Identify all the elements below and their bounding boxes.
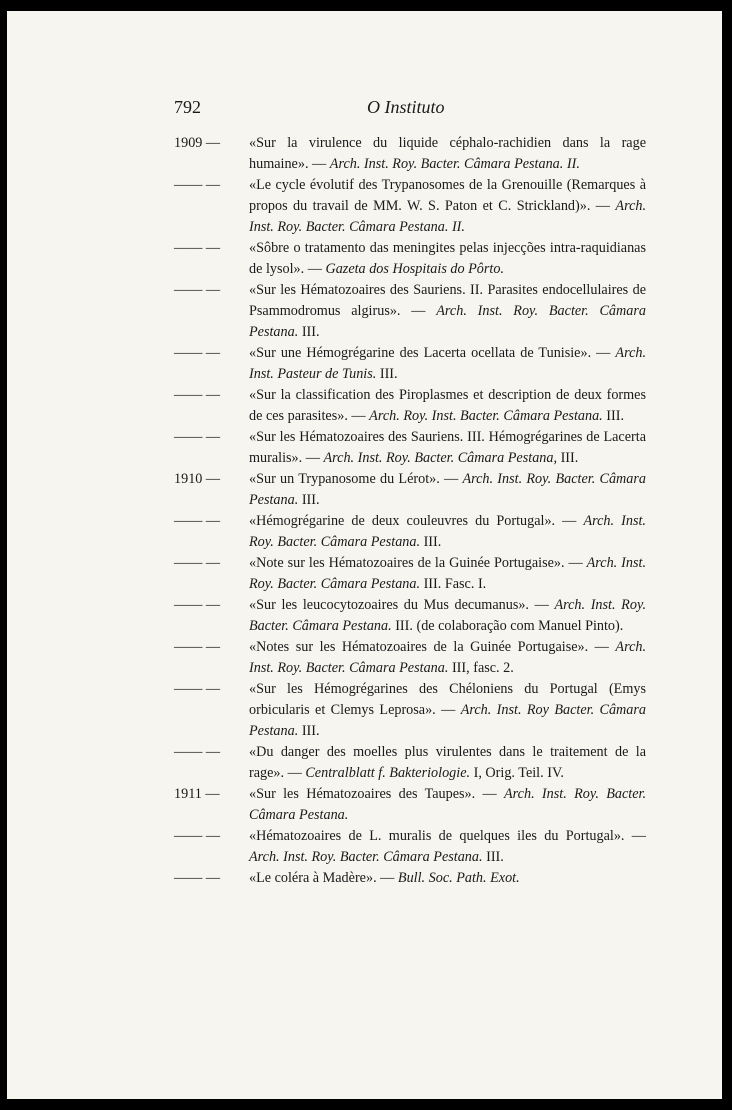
bibliography-entry — [174, 343, 646, 385]
entry-title: «Note sur les Hématozoaires de la Guinée Portugaise». — — [249, 555, 583, 571]
running-title: O Instituto — [367, 97, 445, 117]
entry-extra: III. — [606, 408, 624, 424]
entry-year: —— — — [174, 870, 221, 886]
entry-title: «Notes sur les Hématozoaires de la Guinée Portugaise». — — [249, 639, 609, 655]
entry-year: 1909 — — [174, 135, 221, 151]
entry-extra: III. Fasc. I. — [423, 576, 487, 592]
entry-extra: III. — [301, 492, 320, 508]
entry-source: Arch. Inst. Roy. Bacter. Câmara Pestana. II. — [329, 156, 580, 172]
entry-year: —— — — [174, 429, 221, 445]
entry-source: Arch. Inst. Roy Bacter. Câmara Pestana. — [249, 702, 647, 739]
entry-title: «Du danger des moelles plus virulentes dans le traitement de la rage». — — [249, 744, 646, 781]
entry-extra: I, Orig. Teil. IV. — [473, 765, 564, 781]
entry-source: Arch. Inst. Roy. Bacter. Câmara Pestana. — [249, 303, 646, 340]
entry-title: «Sôbre o tratamento das meningites pelas injecções intra-raquidianas de lysol». — — [249, 240, 646, 277]
entry-extra: III. — [486, 849, 504, 865]
bibliography-entry — [174, 280, 646, 343]
entry-title: «Sur les Hématozoaires des Sauriens. II. Parasites endocellulaires de Psammodromus algirus». — — [249, 282, 646, 319]
entry-title: «Sur une Hémogrégarine des Lacerta ocellata de Tunisie». — — [249, 345, 611, 361]
entry-extra: III. — [560, 450, 579, 466]
entry-source: Arch. Inst. Roy. Bacter. Câmara Pestana. — [249, 555, 646, 592]
bibliography-entry — [174, 175, 646, 238]
entry-year: —— — — [174, 681, 221, 697]
entry-year: —— — — [174, 345, 221, 361]
entry-source: Arch. Roy. Inst. Bacter. Câmara Pestana. — [369, 408, 603, 424]
entry-source: Arch. Inst. Roy. Bacter. Câmara Pestana. II. — [249, 198, 647, 235]
entry-source: Arch. Inst. Roy. Bacter. Câmara Pestana. — [249, 597, 647, 634]
entry-extra: III. (de colaboração com Manuel Pinto). — [395, 618, 624, 634]
bibliography-entry — [174, 595, 646, 637]
entry-extra: III. — [301, 324, 320, 340]
bibliography-entry — [174, 742, 646, 784]
bibliography-entry — [174, 553, 646, 595]
entry-year: 1910 — — [174, 471, 221, 487]
entry-source: Arch. Inst. Pasteur de Tunis. — [249, 345, 647, 382]
entry-extra: III. — [379, 366, 398, 382]
entry-extra: III. — [301, 723, 320, 739]
entry-year: —— — — [174, 744, 221, 760]
entry-year: —— — — [174, 828, 221, 844]
entry-source: Bull. Soc. Path. Exot. — [397, 870, 520, 886]
entry-year: —— — — [174, 597, 221, 613]
page-header — [174, 97, 644, 121]
bibliography-entry — [174, 385, 646, 427]
entry-title: «Le cycle évolutif des Trypanosomes de la Grenouille (Remarques à propos du travail de MM. W. S. Paton et C. Strickland)». — — [249, 177, 646, 214]
entry-title: «Sur les Hématozoaires des Sauriens. III. Hémogrégarines de Lacerta muralis». — — [249, 429, 646, 466]
bibliography-entry — [174, 826, 646, 868]
entry-year: —— — — [174, 555, 221, 571]
entry-year: —— — — [174, 513, 221, 529]
document-page — [7, 11, 722, 1099]
bibliography-entry — [174, 427, 646, 469]
entry-source: Arch. Inst. Roy. Bacter. Câmara Pestana. — [249, 786, 647, 823]
entry-title: «Sur les Hémogrégarines des Chéloniens du Portugal (Emys orbicularis et Clemys Leprosa». — — [249, 681, 646, 718]
bibliography-entry — [174, 637, 646, 679]
entry-title: «Sur la virulence du liquide céphalo-rachidien dans la rage humaine». — — [249, 135, 646, 172]
entry-title: «Sur la classification des Piroplasmes et description de deux formes de ces parasites». — — [249, 387, 646, 424]
entry-year: —— — — [174, 177, 221, 193]
bibliography-entry — [174, 511, 646, 553]
entry-year: —— — — [174, 387, 221, 403]
entry-source: Gazeta dos Hospitais do Pôrto. — [325, 261, 504, 277]
entry-source: Arch. Inst. Roy. Bacter. Câmara Pestana. — [249, 471, 646, 508]
bibliography-entry — [174, 868, 646, 889]
bibliography-entry — [174, 784, 646, 826]
entry-extra: III, fasc. 2. — [451, 660, 514, 676]
bibliography-entry — [174, 679, 646, 742]
entry-title: «Hémogrégarine de deux couleuvres du Portugal». — — [249, 513, 577, 529]
entry-title: «Sur un Trypanosome du Lérot». — — [249, 471, 459, 487]
bibliography-entry — [174, 238, 646, 280]
entry-title: «Sur les Hématozoaires des Taupes». — — [249, 786, 497, 802]
entry-title: «Hématozoaires de L. muralis de quelques iles du Portugal». — — [249, 828, 646, 844]
bibliography-list — [174, 133, 646, 889]
entry-year: —— — — [174, 639, 221, 655]
entry-year: —— — — [174, 240, 221, 256]
page-number: 792 — [174, 97, 201, 117]
entry-source: Arch. Inst. Roy. Bacter. Câmara Pestana. — [249, 639, 647, 676]
entry-source: Centralblatt f. Bakteriologie. — [305, 765, 471, 781]
entry-year: 1911 — — [174, 786, 220, 802]
bibliography-entry — [174, 469, 646, 511]
entry-year: —— — — [174, 282, 221, 298]
bibliography-entry — [174, 133, 646, 175]
entry-source: Arch. Inst. Roy. Bacter. Câmara Pestana, — [323, 450, 558, 466]
entry-extra: III. — [423, 534, 442, 550]
entry-title: «Sur les leucocytozoaires du Mus decumanus». — — [249, 597, 549, 613]
entry-title: «Le coléra à Madère». — — [249, 870, 395, 886]
entry-source: Arch. Inst. Roy. Bacter. Câmara Pestana. — [249, 849, 483, 865]
entry-source: Arch. Inst. Roy. Bacter. Câmara Pestana. — [249, 513, 646, 550]
